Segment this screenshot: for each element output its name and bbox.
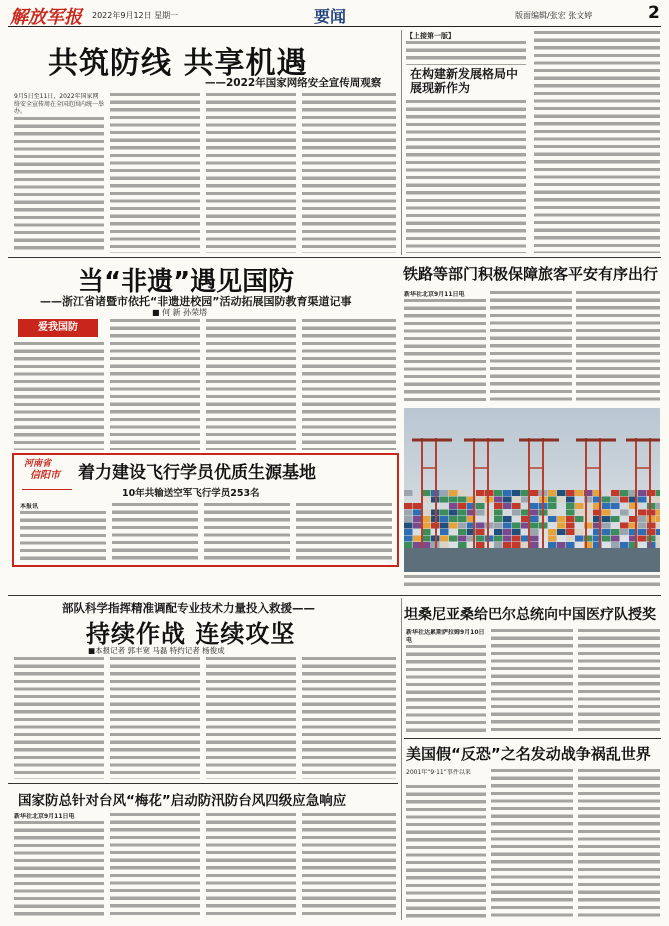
container xyxy=(647,536,656,542)
container xyxy=(566,523,575,529)
container xyxy=(404,503,413,509)
cybersecurity-body-col1 xyxy=(14,117,104,253)
section-divider xyxy=(8,257,661,258)
container xyxy=(638,529,647,535)
container xyxy=(503,529,512,535)
container xyxy=(449,503,458,509)
container xyxy=(557,542,566,548)
container xyxy=(503,497,512,503)
container xyxy=(602,523,611,529)
container xyxy=(440,510,449,516)
container xyxy=(512,529,521,535)
container xyxy=(638,536,647,542)
column-rule-lower xyxy=(401,598,402,920)
container xyxy=(485,510,494,516)
container xyxy=(530,490,539,496)
container xyxy=(476,529,485,535)
pilot-cadets-headline: 着力建设飞行学员优质生源基地 xyxy=(78,463,316,483)
container xyxy=(485,497,494,503)
container xyxy=(548,497,557,503)
container xyxy=(548,536,557,542)
container xyxy=(548,516,557,522)
container xyxy=(602,536,611,542)
container xyxy=(575,503,584,509)
container xyxy=(476,503,485,509)
usa-body-col1 xyxy=(406,785,486,919)
container xyxy=(494,490,503,496)
container xyxy=(449,536,458,542)
pilot-body-col1 xyxy=(20,511,106,562)
container xyxy=(476,542,485,548)
cybersecurity-headline: 共筑防线 共享机遇 xyxy=(48,46,308,81)
rescue-body-col2 xyxy=(110,657,200,779)
container xyxy=(440,523,449,529)
container xyxy=(530,542,539,548)
continued-body-col1-top xyxy=(406,41,526,65)
container xyxy=(404,490,413,496)
container xyxy=(485,490,494,496)
section-divider-4 xyxy=(404,738,661,739)
section-title: 要闻 xyxy=(314,7,347,26)
container xyxy=(638,510,647,516)
heritage-byline: ■ 何 新 孙荣塔 xyxy=(152,308,208,317)
container xyxy=(503,523,512,529)
container xyxy=(566,516,575,522)
container xyxy=(647,497,656,503)
continued-subhead: 在构建新发展格局中展现新作为 xyxy=(410,67,519,95)
container xyxy=(503,490,512,496)
container xyxy=(413,516,422,522)
pilot-cadets-dateline: 本报讯 xyxy=(20,503,39,510)
rescue-body-col3 xyxy=(206,657,296,779)
container xyxy=(647,510,656,516)
heritage-subtitle: ——浙江省诸暨市依托“非遗进校园”活动拓展国防教育渠道记事 xyxy=(40,295,352,308)
container xyxy=(494,510,503,516)
pilot-cadets-subtitle: 10年共输送空军飞行学员253名 xyxy=(122,488,260,499)
container xyxy=(404,523,413,529)
container xyxy=(458,516,467,522)
heritage-headline: 当“非遗”遇见国防 xyxy=(78,267,295,297)
container xyxy=(512,490,521,496)
container xyxy=(458,497,467,503)
usa-headline: 美国假“反恐”之名发动战争祸乱世界 xyxy=(406,745,651,763)
container xyxy=(611,529,620,535)
container xyxy=(656,497,660,503)
container xyxy=(494,503,503,509)
photo-caption xyxy=(404,575,660,590)
container xyxy=(422,529,431,535)
container xyxy=(647,529,656,535)
container xyxy=(413,523,422,529)
container xyxy=(602,510,611,516)
section-divider-3 xyxy=(8,783,398,784)
container xyxy=(611,542,620,548)
container xyxy=(566,510,575,516)
container xyxy=(449,516,458,522)
typhoon-body-col3 xyxy=(206,813,296,919)
container xyxy=(602,529,611,535)
tanzania-body-col2 xyxy=(491,629,573,735)
container xyxy=(404,542,413,548)
pilot-body-col3 xyxy=(204,503,290,562)
container xyxy=(620,510,629,516)
container xyxy=(440,497,449,503)
container xyxy=(656,529,660,535)
container xyxy=(647,490,656,496)
container xyxy=(575,490,584,496)
container xyxy=(476,523,485,529)
container xyxy=(638,497,647,503)
container xyxy=(656,503,660,509)
usa-body-col3 xyxy=(578,769,660,919)
cybersecurity-lead: 9月5日至11日，2022年国家网络安全宣传周在全国范围内统一举办。 xyxy=(14,93,104,116)
container xyxy=(458,490,467,496)
container xyxy=(611,503,620,509)
container xyxy=(620,542,629,548)
cybersecurity-subtitle: ——2022年国家网络安全宣传周观察 xyxy=(205,77,382,89)
continued-body-col2 xyxy=(534,31,660,253)
tanzania-body-col1 xyxy=(406,645,486,735)
tanzania-dateline: 新华社达累斯萨拉姆9月10日电 xyxy=(406,629,485,644)
heritage-body-col3 xyxy=(206,319,296,450)
usa-lead: 2001年“9·11”事件以来 xyxy=(406,769,471,776)
container xyxy=(440,516,449,522)
container xyxy=(566,497,575,503)
container xyxy=(530,503,539,509)
container xyxy=(611,516,620,522)
container xyxy=(620,497,629,503)
cybersecurity-body-col4 xyxy=(302,93,396,253)
container xyxy=(503,516,512,522)
container xyxy=(422,510,431,516)
continued-tag: 【上接第一版】 xyxy=(406,32,455,40)
tanzania-headline: 坦桑尼亚桑给巴尔总统向中国医疗队授奖 xyxy=(404,607,656,623)
container xyxy=(413,542,422,548)
page-number: 2 xyxy=(648,3,660,23)
container xyxy=(476,497,485,503)
container xyxy=(404,536,413,542)
container xyxy=(458,503,467,509)
column-label-banner: 爱我国防 xyxy=(18,319,98,337)
container xyxy=(611,490,620,496)
container xyxy=(440,542,449,548)
container xyxy=(503,542,512,548)
rescue-body-col4 xyxy=(302,657,396,779)
container xyxy=(440,529,449,535)
pilot-body-col4 xyxy=(296,503,392,562)
container xyxy=(548,529,557,535)
container xyxy=(548,490,557,496)
rescue-headline: 持续作战 连续攻坚 xyxy=(86,620,296,648)
railway-body-col3 xyxy=(576,291,660,404)
container xyxy=(557,490,566,496)
cybersecurity-body-col3 xyxy=(206,93,296,253)
container xyxy=(404,529,413,535)
container xyxy=(602,497,611,503)
container xyxy=(656,510,660,516)
container xyxy=(503,536,512,542)
pilot-body-col2 xyxy=(112,503,198,562)
container xyxy=(575,516,584,522)
container xyxy=(422,497,431,503)
container xyxy=(440,536,449,542)
container xyxy=(476,510,485,516)
container xyxy=(458,536,467,542)
container xyxy=(548,542,557,548)
page-editors: 版面编辑/张宏 张文婷 xyxy=(515,11,593,20)
container xyxy=(656,490,660,496)
masthead-rule xyxy=(8,26,661,27)
container xyxy=(530,516,539,522)
container xyxy=(548,503,557,509)
container xyxy=(575,536,584,542)
emblem-rule xyxy=(22,489,72,490)
cybersecurity-body-col2 xyxy=(110,93,200,253)
container xyxy=(620,529,629,535)
container xyxy=(413,510,422,516)
container xyxy=(620,523,629,529)
container xyxy=(422,536,431,542)
container xyxy=(494,523,503,529)
container xyxy=(575,529,584,535)
port-photo xyxy=(404,408,660,572)
container xyxy=(656,536,660,542)
heritage-body-col2 xyxy=(110,319,200,450)
container xyxy=(512,510,521,516)
container xyxy=(449,523,458,529)
container xyxy=(512,536,521,542)
container xyxy=(494,516,503,522)
region-emblem xyxy=(24,459,72,482)
container xyxy=(557,497,566,503)
container xyxy=(494,497,503,503)
container xyxy=(647,516,656,522)
container xyxy=(530,536,539,542)
container xyxy=(512,497,521,503)
container xyxy=(422,523,431,529)
container xyxy=(647,523,656,529)
container xyxy=(611,536,620,542)
container xyxy=(458,510,467,516)
container xyxy=(404,510,413,516)
container xyxy=(548,510,557,516)
section-divider-2 xyxy=(8,595,661,596)
container xyxy=(422,516,431,522)
container xyxy=(476,490,485,496)
container xyxy=(494,529,503,535)
container xyxy=(530,529,539,535)
container xyxy=(449,490,458,496)
container xyxy=(485,523,494,529)
container xyxy=(656,523,660,529)
container xyxy=(512,523,521,529)
container xyxy=(413,536,422,542)
container xyxy=(647,542,656,548)
container xyxy=(602,516,611,522)
container xyxy=(440,490,449,496)
heritage-body-col4 xyxy=(302,319,396,450)
container xyxy=(566,536,575,542)
container xyxy=(557,523,566,529)
container xyxy=(503,503,512,509)
container xyxy=(557,529,566,535)
container xyxy=(638,516,647,522)
container xyxy=(566,490,575,496)
container xyxy=(566,503,575,509)
container xyxy=(647,503,656,509)
container xyxy=(449,497,458,503)
container xyxy=(476,536,485,542)
container xyxy=(530,510,539,516)
railway-body-col2 xyxy=(490,291,572,404)
rescue-body-col1 xyxy=(14,657,104,779)
container xyxy=(566,529,575,535)
usa-body-col2 xyxy=(491,769,573,919)
container xyxy=(611,497,620,503)
container xyxy=(512,503,521,509)
container xyxy=(494,536,503,542)
typhoon-body-col2 xyxy=(110,813,200,919)
tanzania-body-col3 xyxy=(578,629,660,735)
typhoon-dateline: 新华社北京9月11日电 xyxy=(14,813,75,820)
heritage-body-col1 xyxy=(14,342,104,450)
typhoon-body-col1 xyxy=(14,821,104,919)
container xyxy=(404,516,413,522)
container xyxy=(602,503,611,509)
container xyxy=(494,542,503,548)
container xyxy=(449,510,458,516)
container xyxy=(656,542,660,548)
typhoon-body-col4 xyxy=(302,813,396,919)
rescue-kicker: 部队科学指挥精准调配专业技术力量投入救援—— xyxy=(62,601,315,615)
railway-headline: 铁路等部门积极保障旅客平安有序出行 xyxy=(403,265,659,283)
railway-dateline: 新华社北京9月11日电 xyxy=(404,291,465,298)
container xyxy=(557,516,566,522)
column-rule xyxy=(401,30,402,255)
container xyxy=(413,503,422,509)
container xyxy=(575,510,584,516)
container xyxy=(620,490,629,496)
rescue-byline: ■本报记者 郭丰宽 马磊 特约记者 杨俊成 xyxy=(88,646,225,655)
container xyxy=(512,542,521,548)
container xyxy=(656,516,660,522)
continued-body-col1 xyxy=(406,100,526,253)
container xyxy=(458,542,467,548)
container xyxy=(566,542,575,548)
container xyxy=(638,490,647,496)
issue-date: 2022年9月12日 星期一 xyxy=(92,11,179,20)
container xyxy=(422,490,431,496)
container xyxy=(485,536,494,542)
typhoon-headline: 国家防总针对台风“梅花”启动防汛防台风四级应急响应 xyxy=(18,793,347,809)
container xyxy=(458,529,467,535)
region-city: 信阳市 xyxy=(30,470,60,481)
region-province: 河南省 xyxy=(24,459,52,469)
railway-body-col1 xyxy=(404,299,486,404)
container xyxy=(458,523,467,529)
container xyxy=(422,542,431,548)
container xyxy=(638,523,647,529)
newspaper-logo: 解放军报 xyxy=(10,7,82,28)
container xyxy=(530,523,539,529)
